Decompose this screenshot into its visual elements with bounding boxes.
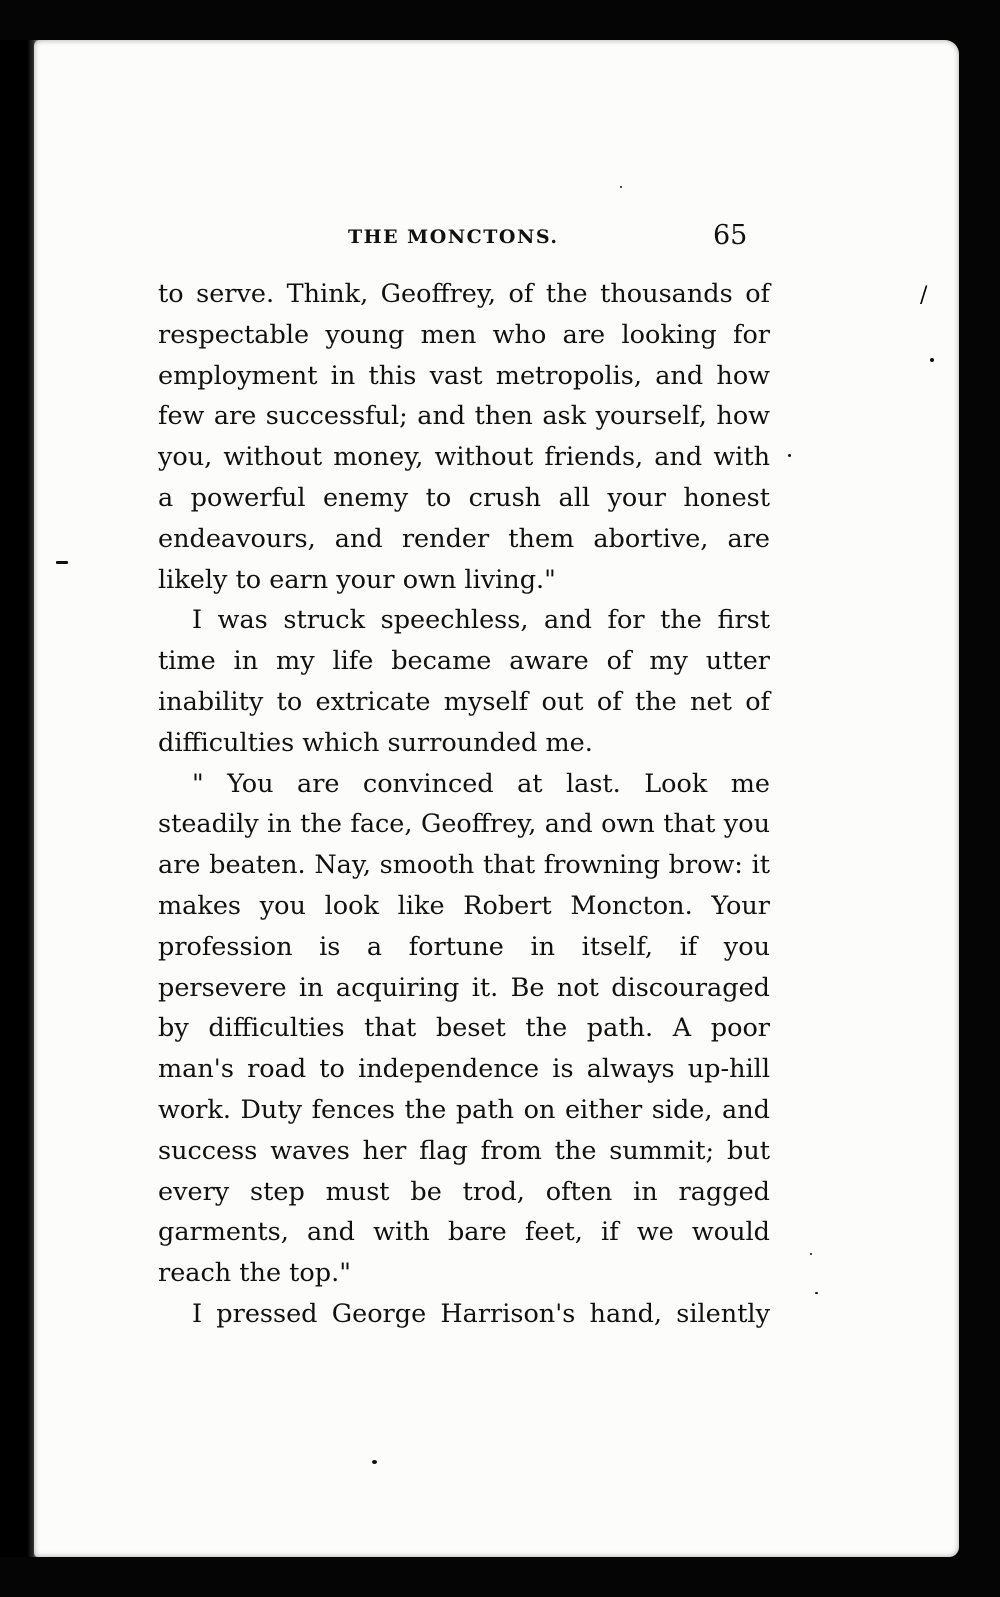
binding-streak xyxy=(24,90,26,1510)
running-head xyxy=(158,220,770,264)
scan-speck xyxy=(810,1253,812,1255)
page-number: 65 xyxy=(713,220,748,251)
page-text-block xyxy=(158,220,770,1335)
margin-mark: / xyxy=(920,283,928,308)
paragraph: " You are convinced at last. Look me steadily in the face, Geoffrey, and own that you are beaten. Nay, smooth that frowning brow: it makes you look like Robert Moncton. Your profession is a fortune in itself, if you persevere in acquiring it. Be not discouraged by difficulties that beset the path. A poor man's road to independence is always up-hill work. Duty fences the path on either side, and success waves her flag from the summit; but every step must be trod, often in ragged garments, and with bare feet, if we would reach the top." xyxy=(158,768,770,1289)
scan-speck xyxy=(56,561,68,564)
scan-speck xyxy=(372,1460,377,1464)
paragraph: I was struck speechless, and for the first time in my life became aware of my utter inability to extricate myself out of the net of difficulties which surrounded me. xyxy=(158,605,770,758)
paragraph: to serve. Think, Geoffrey, of the thousands of respectable young men who are looking for employment in this vast metropolis, and how few are successful; and then ask yourself, how you, without money, without friends, and with a powerful enemy to crush all your honest endeavours, and render them abortive, are likely to earn your own living." xyxy=(158,279,770,595)
scan-speck xyxy=(788,454,791,457)
paragraph: I pressed George Harrison's hand, silently xyxy=(192,1298,770,1329)
scan-speck xyxy=(815,1292,818,1294)
running-title: THE MONCTONS. xyxy=(348,226,559,248)
scan-speck xyxy=(620,186,622,188)
binding-streak xyxy=(14,60,17,1540)
scan-speck xyxy=(930,358,934,362)
